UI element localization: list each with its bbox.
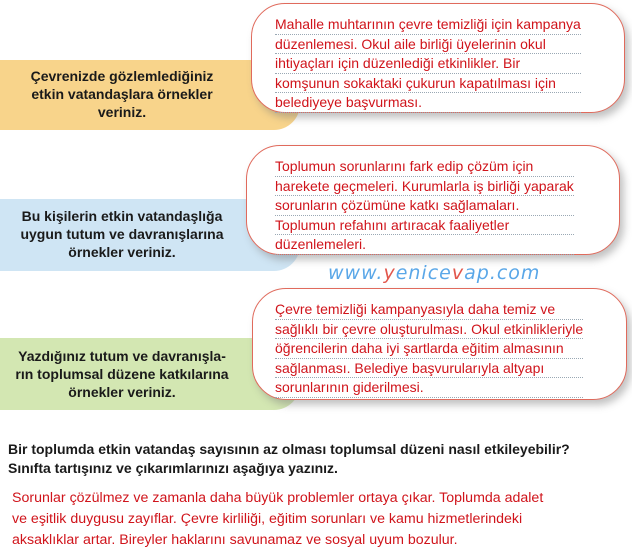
question-3-line-3: örnekler veriniz. [68, 384, 176, 400]
final-question-line-1: Bir toplumda etkin vatandaş sayısının az olması toplumsal düzeni nasıl etkileyebilir? [8, 441, 570, 457]
answer-2-line-2: harekete geçmeleri. Kurumlarla iş birliği yaparak [275, 177, 574, 197]
watermark-accent-2: v [451, 262, 465, 284]
watermark-suffix: ap.com [464, 262, 541, 284]
site-watermark [328, 262, 540, 284]
watermark-prefix: www. [328, 262, 384, 284]
question-2-line-1: Bu kişilerin etkin vatandaşlığa [21, 208, 223, 224]
question-2-line-2: uygun tutum ve davranışlarına [20, 226, 224, 242]
answer-1-line-1: Mahalle muhtarının çevre temizliği için kampanya [275, 15, 581, 35]
question-3-line-2: rın toplumsal düzene katkılarına [15, 366, 229, 382]
answer-2 [275, 157, 574, 255]
answer-2-line-3: sorunların çözümüne katkı sağlamaları. [275, 196, 574, 216]
answer-3-line-2: sağlıklı bir çevre oluşturulması. Okul etkinlikleriyle [275, 320, 583, 340]
answer-3 [275, 300, 583, 398]
answer-2-line-4: Toplumun refahını artıracak faaliyetler [275, 216, 574, 236]
answer-2-line-1: Toplumun sorunlarını fark edip çözüm için [275, 157, 574, 177]
watermark-accent-1: y [383, 262, 396, 284]
answer-3-line-1: Çevre temizliği kampanyasıyla daha temiz ve [275, 300, 583, 320]
answer-1-line-5: belediyeye başvurması. [275, 93, 581, 113]
answer-3-line-3: öğrencilerin daha iyi şartlarda eğitim almasının [275, 339, 583, 359]
final-answer-line-2: ve eşitlik duygusu zayıflar. Çevre kirliliği, eğitim sorunları ve kamu hizmetlerindeki [12, 511, 523, 527]
answer-1-line-3: ihtiyaçları için düzenlediği etkinlikler. Bir [275, 54, 581, 74]
answer-3-line-4: sağlanması. Belediye başvurularıyla altyapı [275, 359, 583, 379]
question-3-line-1: Yazdığınız tutum ve davranışla- [18, 348, 226, 364]
question-2 [0, 207, 244, 261]
answer-2-line-5: düzenlemeleri. [275, 235, 574, 255]
watermark-middle: enice [395, 262, 452, 284]
answer-3-line-5: sorunlarının giderilmesi. [275, 378, 583, 398]
final-answer [12, 488, 543, 551]
question-1 [0, 67, 244, 121]
question-1-line-1: Çevrenizde gözlemlediğiniz [30, 68, 214, 84]
final-question-line-2: Sınıfta tartışınız ve çıkarımlarınızı aşağıya yazınız. [8, 460, 338, 476]
question-3 [0, 347, 244, 401]
question-1-line-3: veriniz. [97, 104, 147, 120]
answer-1 [275, 15, 581, 113]
answer-1-line-2: düzenlemesi. Okul aile birliği üyelerinin okul [275, 35, 581, 55]
final-answer-line-1: Sorunlar çözülmez ve zamanla daha büyük problemler ortaya çıkar. Toplumda adalet [12, 490, 544, 506]
question-1-line-2: etkin vatandaşlara örnekler [31, 86, 213, 102]
final-question [8, 440, 570, 478]
answer-1-line-4: komşunun sokaktaki çukurun kapatılması için [275, 74, 581, 94]
question-2-line-3: örnekler veriniz. [68, 244, 176, 260]
final-answer-line-3: aksaklıklar artar. Bireyler haklarını savunamaz ve sosyal uyum bozulur. [12, 532, 458, 548]
